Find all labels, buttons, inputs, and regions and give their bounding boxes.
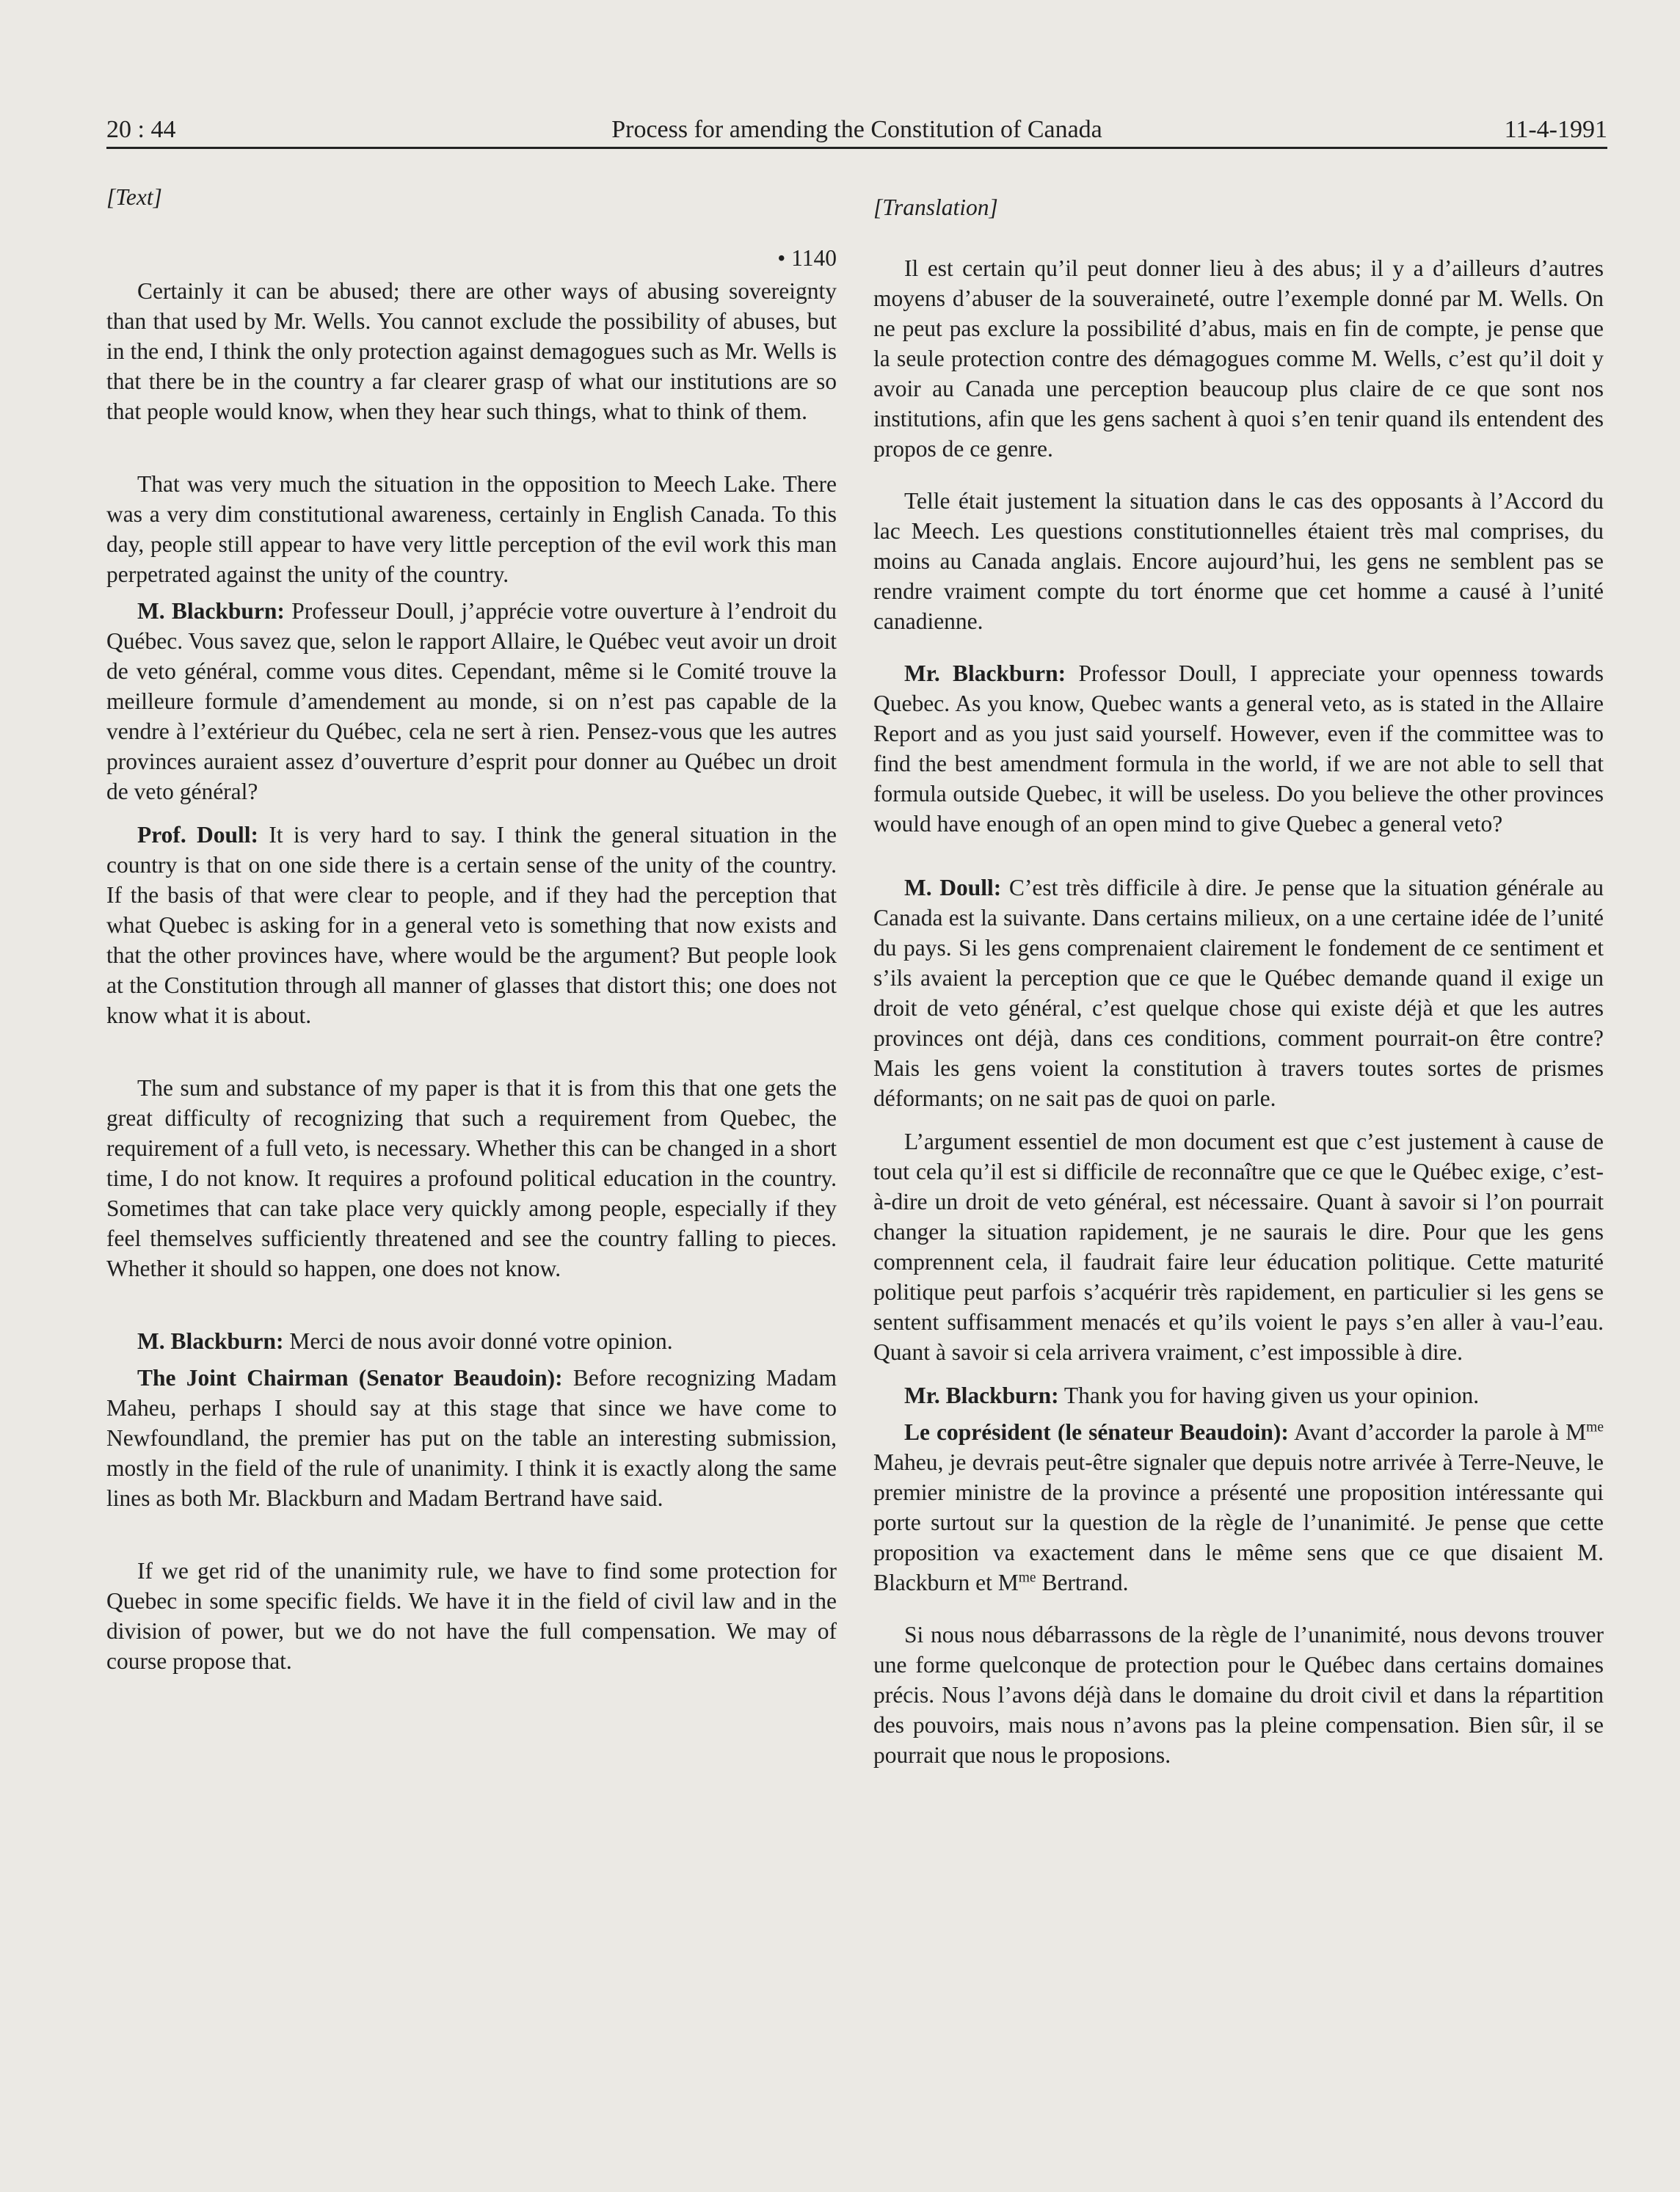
right-column-translation xyxy=(873,192,1604,1770)
paragraph: That was very much the situation in the opposition to Meech Lake. There was a very dim constitutional awareness, certainly in English Canada. To this day, people still appear to have very little perception of the evil work this man perpetrated against the unity of the country. xyxy=(106,471,837,587)
running-title: Process for amending the Constitution of Canada xyxy=(611,116,1102,143)
speaker-name: Mr. Blackburn: xyxy=(904,1383,1059,1408)
speaker-name: M. Doull: xyxy=(904,875,1002,900)
paragraph: Il est certain qu’il peut donner lieu à des abus; il y a d’ailleurs d’autres moyens d’abuser de la souveraineté, outre l’exemple donné par M. Wells. On ne peut pas exclure la possibilité d’abus, mais en fin de compte, je pense que la seule protection contre des démagogues comme M. Wells, c’est qu’il doit y avoir au Canada une perception beaucoup plus claire de ce que sont nos institutions, afin que les gens sachent à quoi s’en tenir quand ils entendent des propos de ce genre. xyxy=(873,255,1604,462)
speech-text: Merci de nous avoir donné votre opinion. xyxy=(283,1328,673,1354)
speech-paragraph xyxy=(873,1380,1604,1410)
time-marker: • 1140 xyxy=(777,245,837,271)
abbreviation-superscript: me xyxy=(1018,1570,1036,1586)
left-column-english xyxy=(106,182,837,1676)
speech-text: Bertrand. xyxy=(1036,1570,1129,1595)
speaker-name: The Joint Chairman (Senator Beaudoin): xyxy=(137,1365,563,1391)
paragraph: Certainly it can be abused; there are other ways of abusing sovereignty than that used by Mr. Wells. You cannot exclude the possibility of abuses, but in the end, I think the only protection against demagogues such as Mr. Wells is that there be in the country a far clearer grasp of what our institutions are so that people would know, when they hear such things, what to think of them. xyxy=(106,278,837,424)
speech-text: Avant d’accorder la parole à M xyxy=(1288,1419,1587,1445)
page-date: 11-4-1991 xyxy=(1504,116,1607,143)
speech-text: Maheu, je devrais peut-être signaler que depuis notre arrivée à Terre-Neuve, le premier ministre de la province a présenté une proposition intéressante qui porte surtout sur la question de la règle de l’unanimité. Je pense que cette proposition va exactement dans le même sens que ce que disaient M. Blackburn et M xyxy=(873,1449,1604,1595)
speech-paragraph xyxy=(106,1326,837,1356)
page-header xyxy=(106,110,1607,149)
paragraph: If we get rid of the unanimity rule, we have to find some protection for Quebec in some specific fields. We have it in the field of civil law and in the division of power, but we do not have the full compensation. We may of course propose that. xyxy=(106,1558,837,1674)
paragraph: L’argument essentiel de mon document est que c’est justement à cause de tout cela qu’il est si difficile de reconnaître que ce que le Québec exige, c’est-à-dire un droit de veto général, est nécessaire. Quant à savoir si l’on pourrait changer la situation rapidement, je ne saurais le dire. Pour que les gens comprennent cela, il faudrait faire leur éducation politique. Cette maturité politique peut parfois s’acquérir très rapidement, en particulier si les gens se sentent suffisamment menacés et qu’ils voient le pays s’en aller à vau-l’eau. Quant à savoir si cela arrivera vraiment, c’est impossible à dire. xyxy=(873,1129,1604,1365)
speech-paragraph xyxy=(873,1417,1604,1598)
page-number: 20 : 44 xyxy=(106,116,176,143)
speech-paragraph xyxy=(106,820,837,1030)
speech-text: Professeur Doull, j’apprécie votre ouverture à l’endroit du Québec. Vous savez que, selon le rapport Allaire, le Québec veut avoir un droit de veto général, comme vous dites. Cependant, même si le Comité trouve la meilleure formule d’amendement au monde, si on n’est pas capable de la vendre à l’extérieur du Québec, cela ne sert à rien. Pensez-vous que les autres provinces auraient assez d’ouverture d’esprit pour donner au Québec un droit de veto général? xyxy=(106,598,837,804)
paragraph: Si nous nous débarrassons de la règle de l’unanimité, nous devons trouver une forme quelconque de protection pour le Québec dans certains domaines précis. Nous l’avons déjà dans le domaine du droit civil et dans la répartition des pouvoirs, mais nous n’avons pas la pleine compensation. Bien sûr, il se pourrait que nous le proposions. xyxy=(873,1622,1604,1768)
speech-text: C’est très difficile à dire. Je pense que la situation générale au Canada est la suivante. Dans certains milieux, on a une certaine idée de l’unité du pays. Si les gens comprenaient clairement le fondement de ce sentiment et s’ils avaient la perception que ce que le Québec demande quand il exige un droit de veto général, c’est quelque chose qui existe déjà et que les autres provinces ont déjà, dans ces conditions, comment pourrait-on être contre? Mais les gens voient la constitution à travers toutes sortes de prismes déformants; on ne sait pas de quoi on parle. xyxy=(873,875,1604,1111)
speaker-name: Mr. Blackburn: xyxy=(904,660,1066,686)
speaker-name: Le coprésident (le sénateur Beaudoin): xyxy=(904,1419,1289,1445)
text-tag: [Text] xyxy=(106,184,162,210)
speaker-name: M. Blackburn: xyxy=(137,1328,284,1354)
paragraph: The sum and substance of my paper is that it is from this that one gets the great difficulty of recognizing that such a requirement from Quebec, the requirement of a full veto, is necessary. Whether this can be changed in a short time, I do not know. It requires a profound political education in the country. Sometimes that can take place very quickly among people, especially if they feel themselves sufficiently threatened and see the country falling to pieces. Whether it should so happen, one does not know. xyxy=(106,1075,837,1281)
speech-paragraph xyxy=(106,1363,837,1513)
speech-paragraph xyxy=(873,658,1604,839)
speech-paragraph xyxy=(106,596,837,806)
translation-tag: [Translation] xyxy=(873,194,998,220)
abbreviation-superscript: me xyxy=(1586,1419,1604,1435)
speech-paragraph xyxy=(873,873,1604,1113)
speaker-name: M. Blackburn: xyxy=(137,598,285,624)
speech-text: It is very hard to say. I think the general situation in the country is that on one side there is a certain sense of the unity of the country. If the basis of that were clear to people, and if they had the perception that what Quebec is asking for in a general veto is something that now exists and that the other provinces have, where would be the argument? But people look at the Constitution through all manner of glasses that distort this; one does not know what it is about. xyxy=(106,822,837,1028)
speech-text: Before recognizing Madam Maheu, perhaps I should say at this stage that since we have come to Newfoundland, the premier has put on the table an interesting submission, mostly in the field of the rule of unanimity. I think it is exactly along the same lines as both Mr. Blackburn and Madam Bertrand have said. xyxy=(106,1365,837,1511)
speaker-name: Prof. Doull: xyxy=(137,822,259,848)
speech-text: Professor Doull, I appreciate your openness towards Quebec. As you know, Quebec wants a general veto, as is stated in the Allaire Report and as you just said yourself. However, even if the committee was to find the best amendment formula in the world, if we are not able to sell that formula outside Quebec, it will be useless. Do you believe the other provinces would have enough of an open mind to give Quebec a general veto? xyxy=(873,660,1604,837)
paragraph: Telle était justement la situation dans le cas des opposants à l’Accord du lac Meech. Les questions constitutionnelles étaient très mal comprises, du moins au Canada anglais. Encore aujourd’hui, les gens ne semblent pas se rendre vraiment compte du tort énorme que cet homme a causé à l’unité canadienne. xyxy=(873,488,1604,634)
speech-text: Thank you for having given us your opinion. xyxy=(1058,1383,1480,1408)
